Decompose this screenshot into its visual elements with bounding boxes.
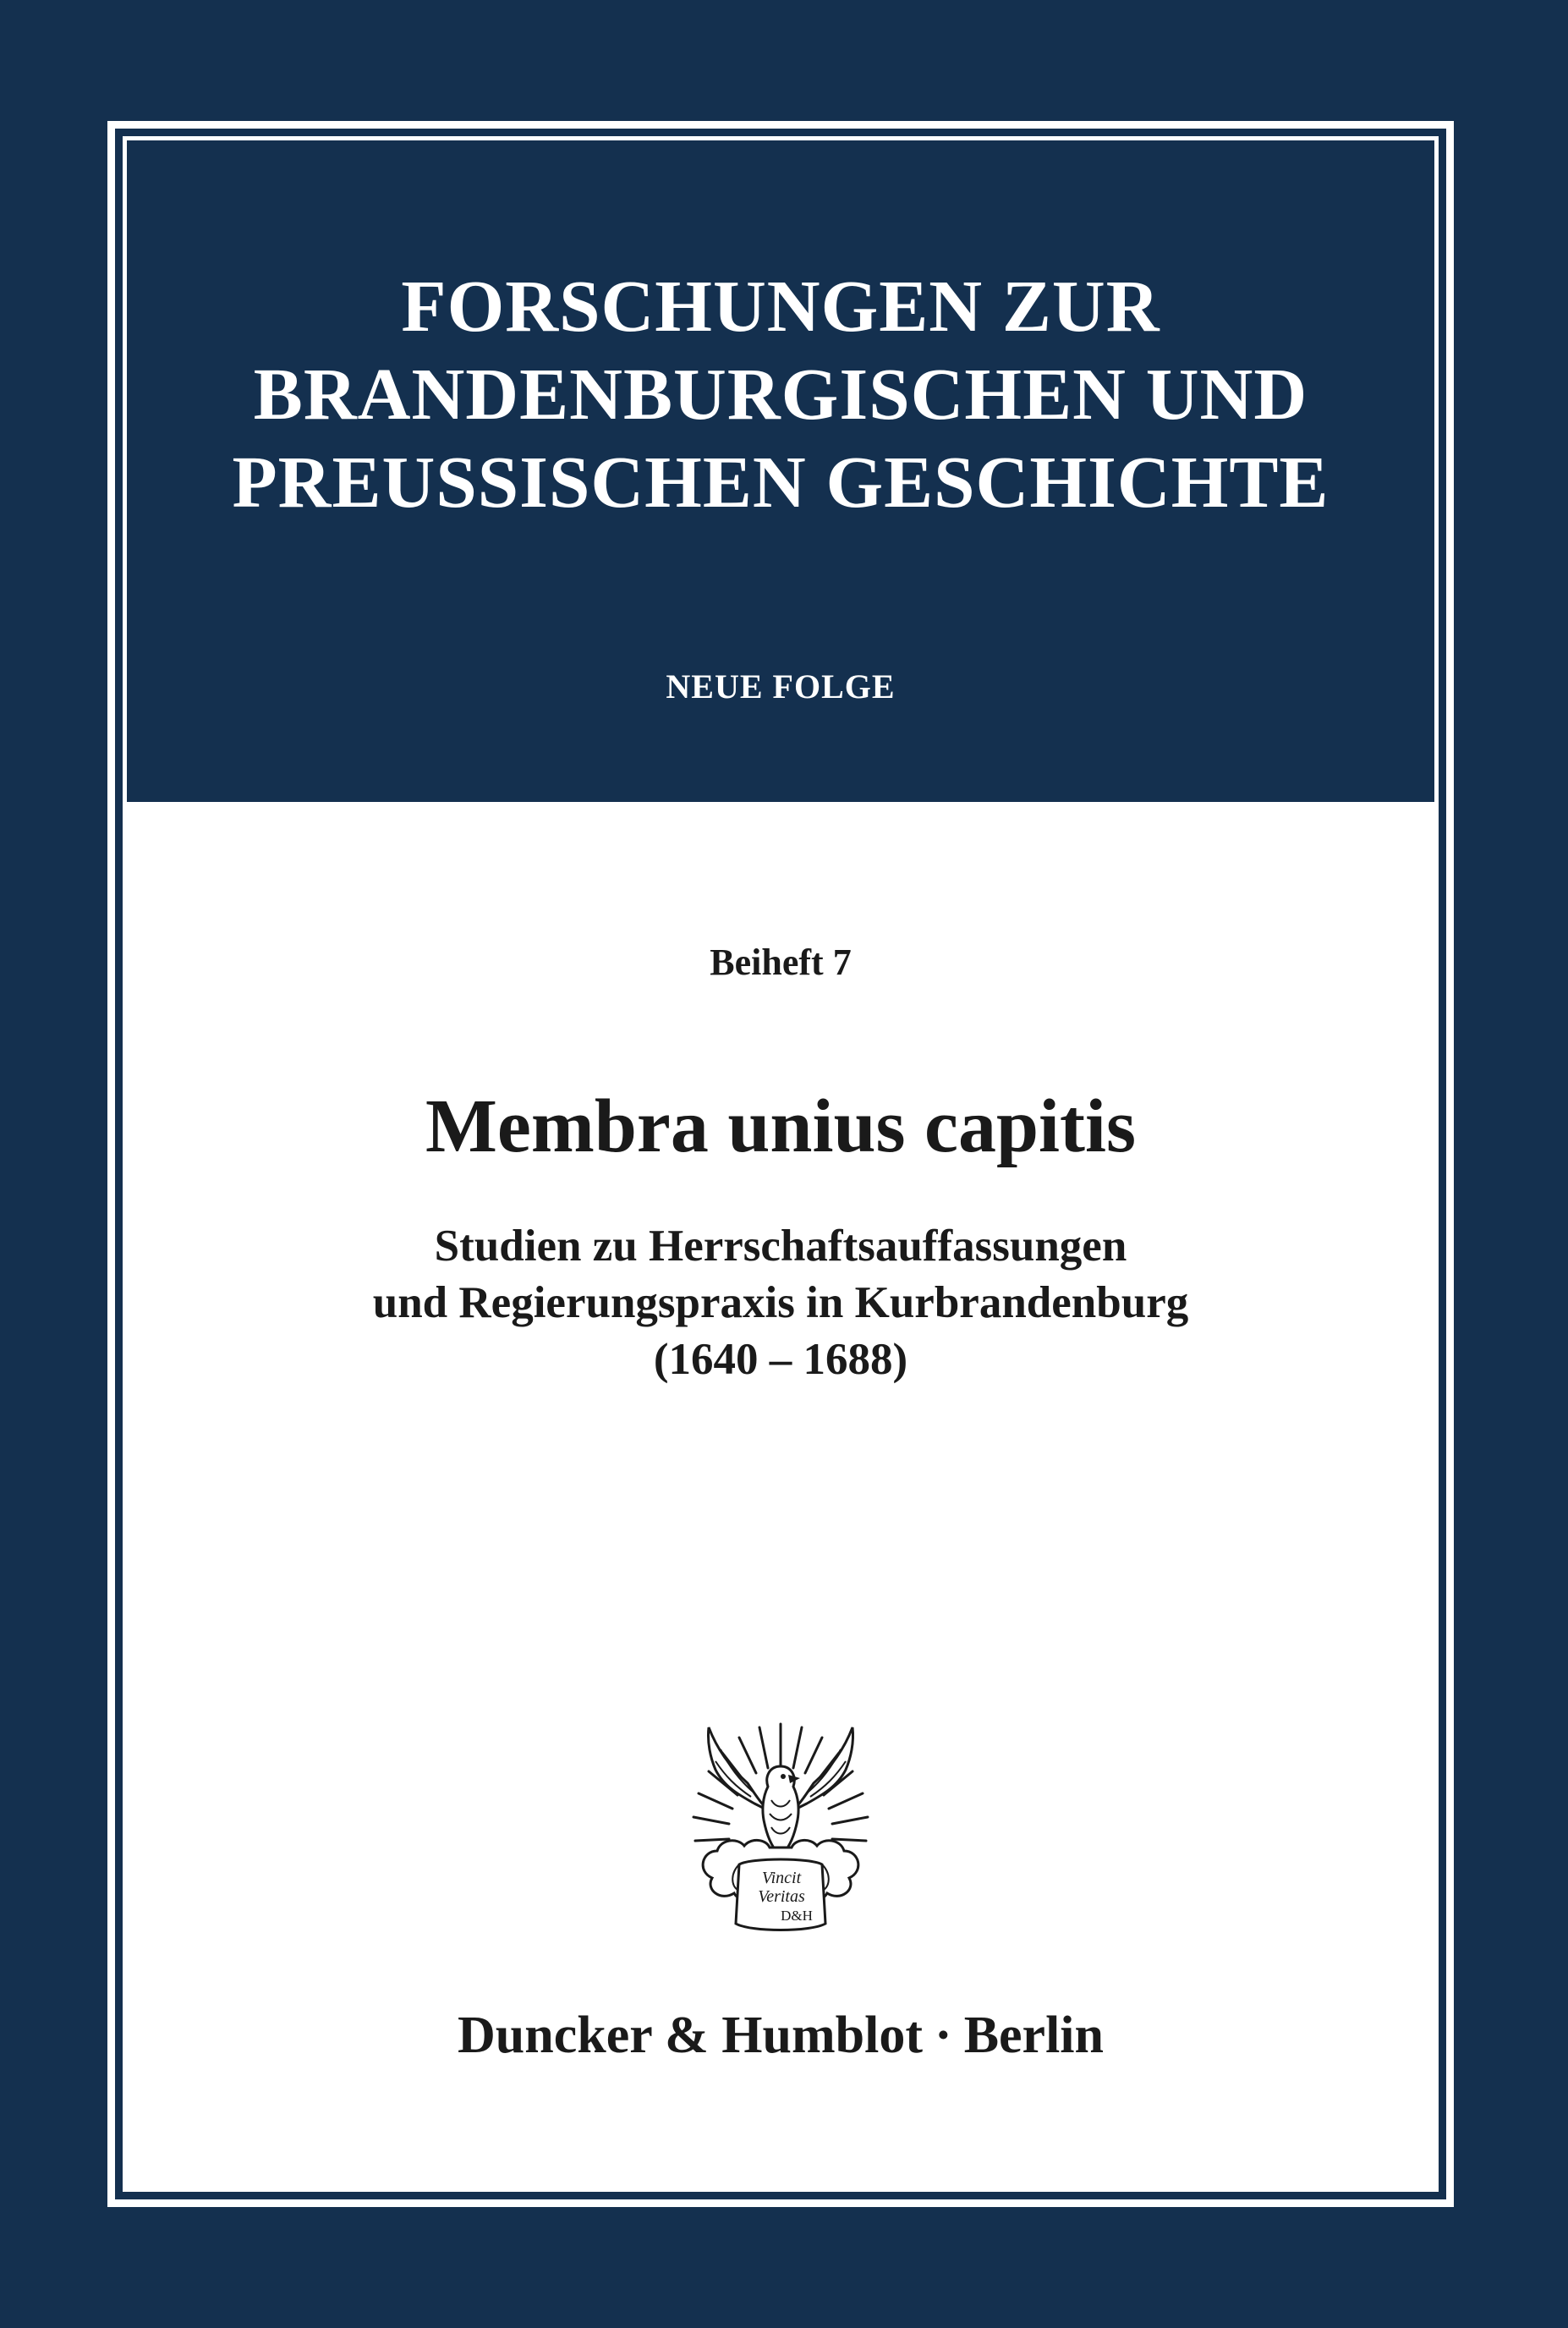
publisher-separator: · <box>935 2007 952 2064</box>
book-subtitle <box>127 1218 1434 1388</box>
book-title: Membra unius capitis <box>425 1084 1137 1168</box>
logo-initials: D&H <box>781 1908 813 1924</box>
book-subtitle-line-2: und Regierungspraxis in Kurbrandenburg <box>372 1278 1189 1327</box>
series-title <box>127 262 1434 526</box>
publisher-line <box>127 2003 1434 2067</box>
series-title-line-2: BRANDENBURGISCHEN UND <box>253 353 1308 435</box>
series-title-line-3: PREUSSISCHEN GESCHICHTE <box>232 441 1330 523</box>
book-subtitle-line-1: Studien zu Herrschaftsauffassungen <box>434 1222 1127 1271</box>
logo-motto-line-2: Veritas <box>758 1887 805 1906</box>
supplement-number: Beiheft 7 <box>710 942 852 983</box>
series-title-line-1: FORSCHUNGEN ZUR <box>401 265 1160 347</box>
eagle-publisher-emblem-icon <box>683 1716 878 1944</box>
title-panel <box>127 802 1434 2188</box>
series-subtitle: NEUE FOLGE <box>666 667 896 706</box>
publisher-city: Berlin <box>963 2007 1105 2064</box>
book-subtitle-line-3: (1640 – 1688) <box>653 1335 908 1384</box>
logo-motto-line-1: Vincit <box>761 1869 802 1887</box>
publisher-name: Duncker & Humblot <box>457 2007 923 2064</box>
